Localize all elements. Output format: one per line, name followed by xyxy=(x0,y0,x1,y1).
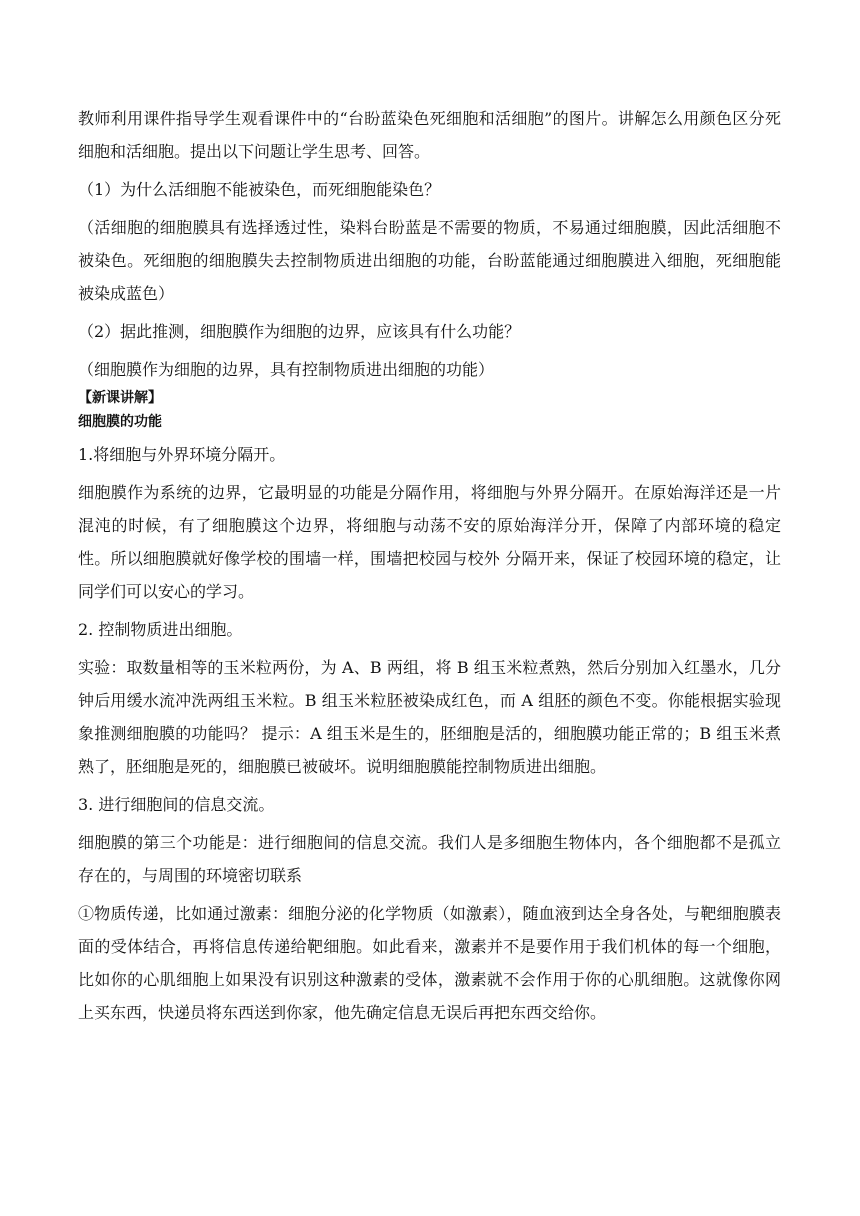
function-2-title: 2. 控制物质进出细胞。 xyxy=(78,620,243,639)
function-3-item-1: ①物质传递，比如通过激素：细胞分泌的化学物质（如激素），随血液到达全身各处，与靶细胞膜表面的受体结合，再将信息传递给靶细胞。如此看来，激素并不是要作用于我们机体的每一个细胞，比如你的心肌细胞上如果没有识别这种激素的受体，激素就不会作用于你的心肌细胞。这就像你网上买东西，快递员将东西送到你家，他先确定信息无误后再把东西交给你。 xyxy=(78,904,781,1022)
section-heading-new-lesson: 【新课讲解】 xyxy=(78,390,162,406)
function-1-title: 1.将细胞与外界环境分隔开。 xyxy=(78,445,286,464)
answer-1: （活细胞的细胞膜具有选择透过性，染料台盼蓝是不需要的物质，不易通过细胞膜，因此活细胞不被染色。死细胞的细胞膜失去控制物质进出细胞的功能，台盼蓝能通过细胞膜进入细胞，死细胞能被染成蓝色） xyxy=(78,218,781,303)
subheading-membrane-functions: 细胞膜的功能 xyxy=(78,414,162,430)
intro-paragraph: 教师利用课件指导学生观看课件中的“台盼蓝染色死细胞和活细胞”的图片。讲解怎么用颜色区分死细胞和活细胞。提出以下问题让学生思考、回答。 xyxy=(78,109,781,161)
function-1-body: 细胞膜作为系统的边界，它最明显的功能是分隔作用，将细胞与外界分隔开。在原始海洋还是一片混沌的时候，有了细胞膜这个边界，将细胞与动荡不安的原始海洋分开，保障了内部环境的稳定性。所以细胞膜就好像学校的围墙一样，围墙把校园与校外 分隔开来，保证了校园环境的稳定，让同学们可以安心的学习。 xyxy=(78,483,781,601)
document-body xyxy=(78,102,781,1034)
function-3-title: 3. 进行细胞间的信息交流。 xyxy=(78,795,275,814)
question-1: （1）为什么活细胞不能被染色，而死细胞能染色？ xyxy=(78,180,441,199)
function-2-body: 实验：取数量相等的玉米粒两份，为 A、B 两组，将 B 组玉米粒煮熟，然后分别加入红墨水，几分钟后用缓水流冲洗两组玉米粒。B 组玉米粒胚被染成红色，而 A 组胚的颜色不变。你能根据实验现象推测细胞膜的功能吗？ 提示：A 组玉米是生的，胚细胞是活的，细胞膜功能正常的；B 组玉米煮熟了，胚细胞是死的，细胞膜已被破坏。说明细胞膜能控制物质进出细胞。 xyxy=(78,658,781,776)
answer-2: （细胞膜作为细胞的边界，具有控制物质进出细胞的功能） xyxy=(78,360,495,379)
function-3-body: 细胞膜的第三个功能是：进行细胞间的信息交流。我们人是多细胞生物体内，各个细胞都不是孤立存在的，与周围的环境密切联系 xyxy=(78,833,781,885)
question-2: （2）据此推测，细胞膜作为细胞的边界，应该具有什么功能？ xyxy=(78,322,521,341)
